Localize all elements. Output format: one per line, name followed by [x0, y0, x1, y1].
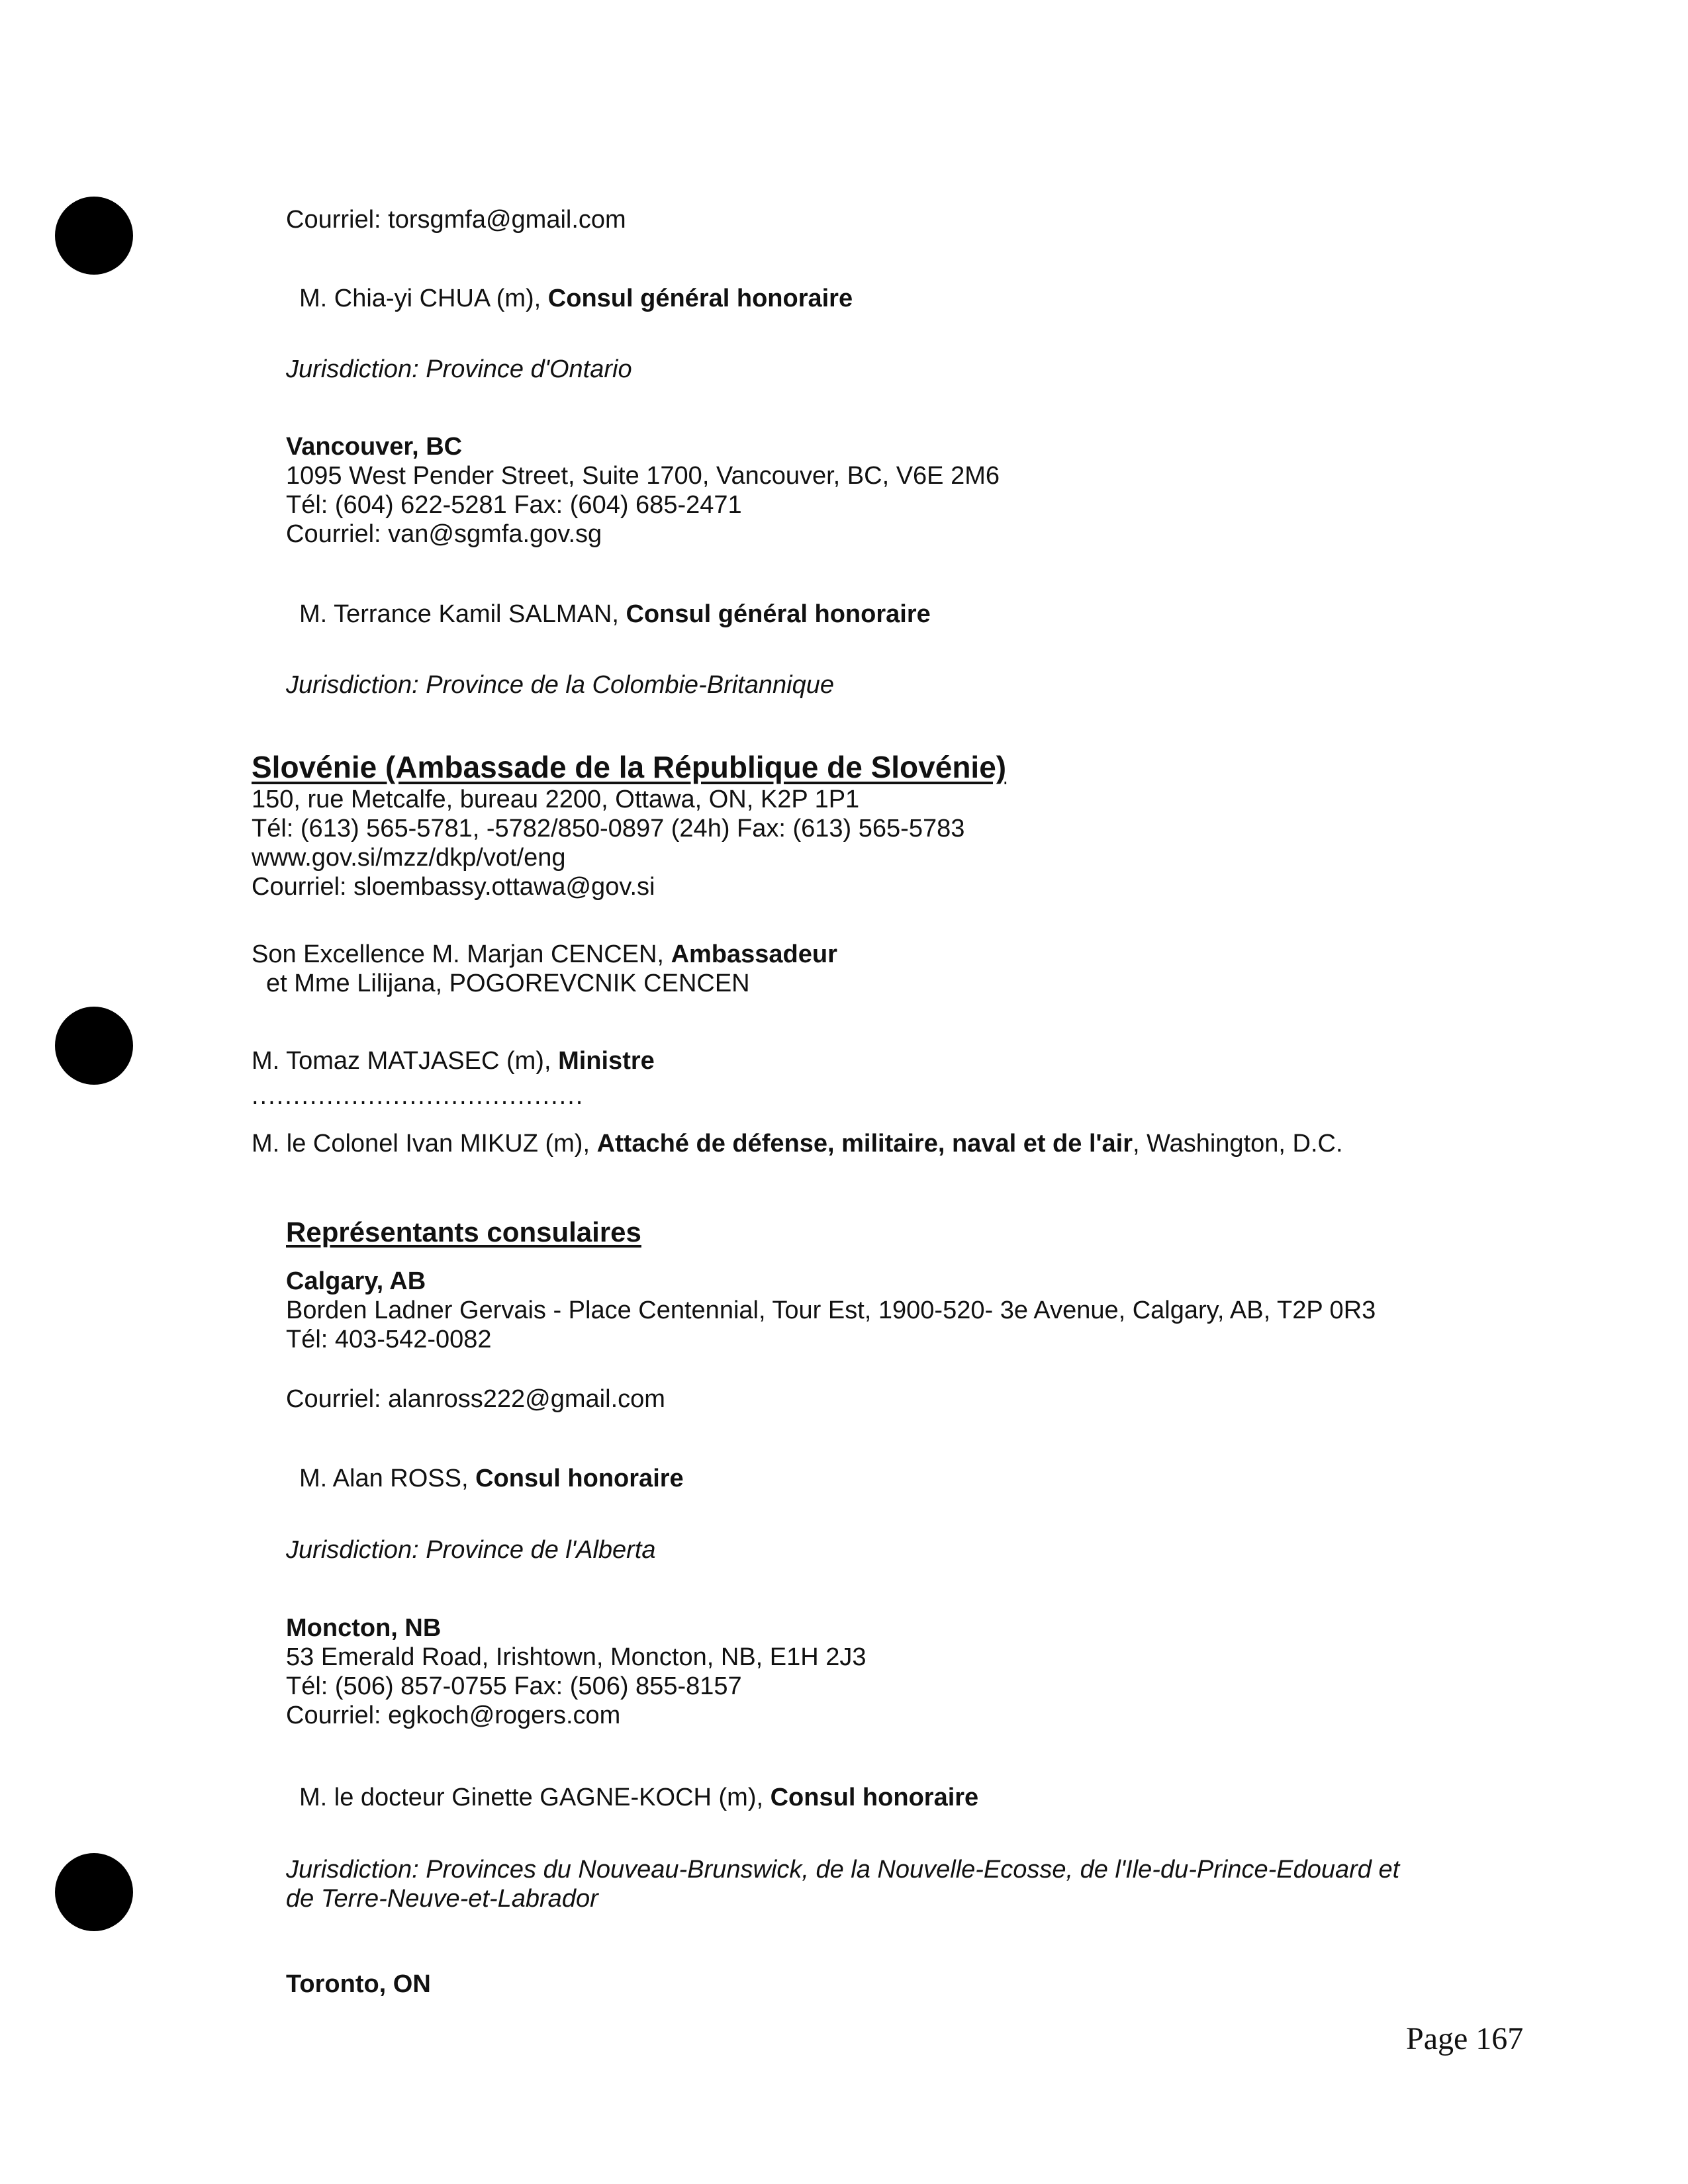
- minister-entry: M. Tomaz MATJASEC (m), Ministre: [252, 1047, 655, 1075]
- office-address: 1095 West Pender Street, Suite 1700, Vancouver, BC, V6E 2M6: [286, 462, 1000, 490]
- embassy-website: www.gov.si/mzz/dkp/vot/eng: [252, 844, 566, 872]
- attache-entry: M. le Colonel Ivan MIKUZ (m), Attaché de défense, militaire, naval et de l'air, Washington, D.C.: [252, 1130, 1343, 1158]
- office-email: Courriel: van@sgmfa.gov.sg: [286, 520, 602, 548]
- moncton-consul: M. le docteur Ginette GAGNE-KOCH (m), Consul honoraire: [299, 1784, 979, 1811]
- ambassador-spouse: et Mme Lilijana, POGOREVCNIK CENCEN: [266, 970, 750, 997]
- binder-hole-middle: [55, 1007, 133, 1085]
- prev-consul-1: M. Chia-yi CHUA (m), Consul général honoraire: [299, 285, 853, 312]
- prev-jurisdiction-2: Jurisdiction: Province de la Colombie-Britannique: [286, 671, 834, 699]
- office-address: Borden Ladner Gervais - Place Centennial, Tour Est, 1900-520- 3e Avenue, Calgary, AB, T2P 0R3: [286, 1297, 1376, 1324]
- office-address: 53 Emerald Road, Irishtown, Moncton, NB, E1H 2J3: [286, 1643, 867, 1671]
- binder-hole-bottom: [55, 1853, 133, 1931]
- prev-jurisdiction-1: Jurisdiction: Province d'Ontario: [286, 355, 632, 383]
- country-heading: Slovénie (Ambassade de la République de Slovénie): [252, 750, 1007, 784]
- office-moncton: [286, 1614, 867, 1730]
- slovenia-embassy: [252, 749, 1006, 901]
- office-toronto-city: Toronto, ON: [286, 1970, 431, 1998]
- office-email: Courriel: egkoch@rogers.com: [286, 1702, 621, 1729]
- binder-hole-top: [55, 197, 133, 275]
- office-city: Calgary, AB: [286, 1267, 426, 1295]
- embassy-phone: Tél: (613) 565-5781, -5782/850-0897 (24h) Fax: (613) 565-5783: [252, 815, 965, 842]
- office-city: Vancouver, BC: [286, 433, 463, 461]
- calgary-jurisdiction: Jurisdiction: Province de l'Alberta: [286, 1536, 656, 1564]
- office-phone: Tél: (604) 622-5281 Fax: (604) 685-2471: [286, 491, 742, 519]
- office-phone: Tél: (506) 857-0755 Fax: (506) 855-8157: [286, 1672, 742, 1700]
- office-vancouver: [286, 432, 1000, 549]
- prev-consul-2: M. Terrance Kamil SALMAN, Consul général honoraire: [299, 600, 931, 628]
- calgary-consul: M. Alan ROSS, Consul honoraire: [299, 1465, 684, 1492]
- consular-heading: Représentants consulaires: [286, 1216, 641, 1248]
- calgary-email: Courriel: alanross222@gmail.com: [286, 1385, 665, 1413]
- dotted-separator: ........................................: [252, 1082, 585, 1110]
- embassy-email: Courriel: sloembassy.ottawa@gov.si: [252, 873, 655, 901]
- office-city: Moncton, NB: [286, 1614, 442, 1642]
- moncton-jurisdiction: Jurisdiction: Provinces du Nouveau-Brunswick, de la Nouvelle-Ecosse, de l'Ile-du-Prince-Edouard et de Terre-Neuve-et-Labrador: [286, 1856, 1400, 1913]
- page-number: Page 167: [1406, 2021, 1524, 2056]
- office-calgary: [286, 1267, 1376, 1354]
- office-phone: Tél: 403-542-0082: [286, 1326, 492, 1353]
- prev-email: Courriel: torsgmfa@gmail.com: [286, 206, 626, 234]
- ambassador-entry: Son Excellence M. Marjan CENCEN, Ambassadeur et Mme Lilijana, POGOREVCNIK CENCEN: [252, 940, 837, 997]
- embassy-address: 150, rue Metcalfe, bureau 2200, Ottawa, ON, K2P 1P1: [252, 786, 860, 813]
